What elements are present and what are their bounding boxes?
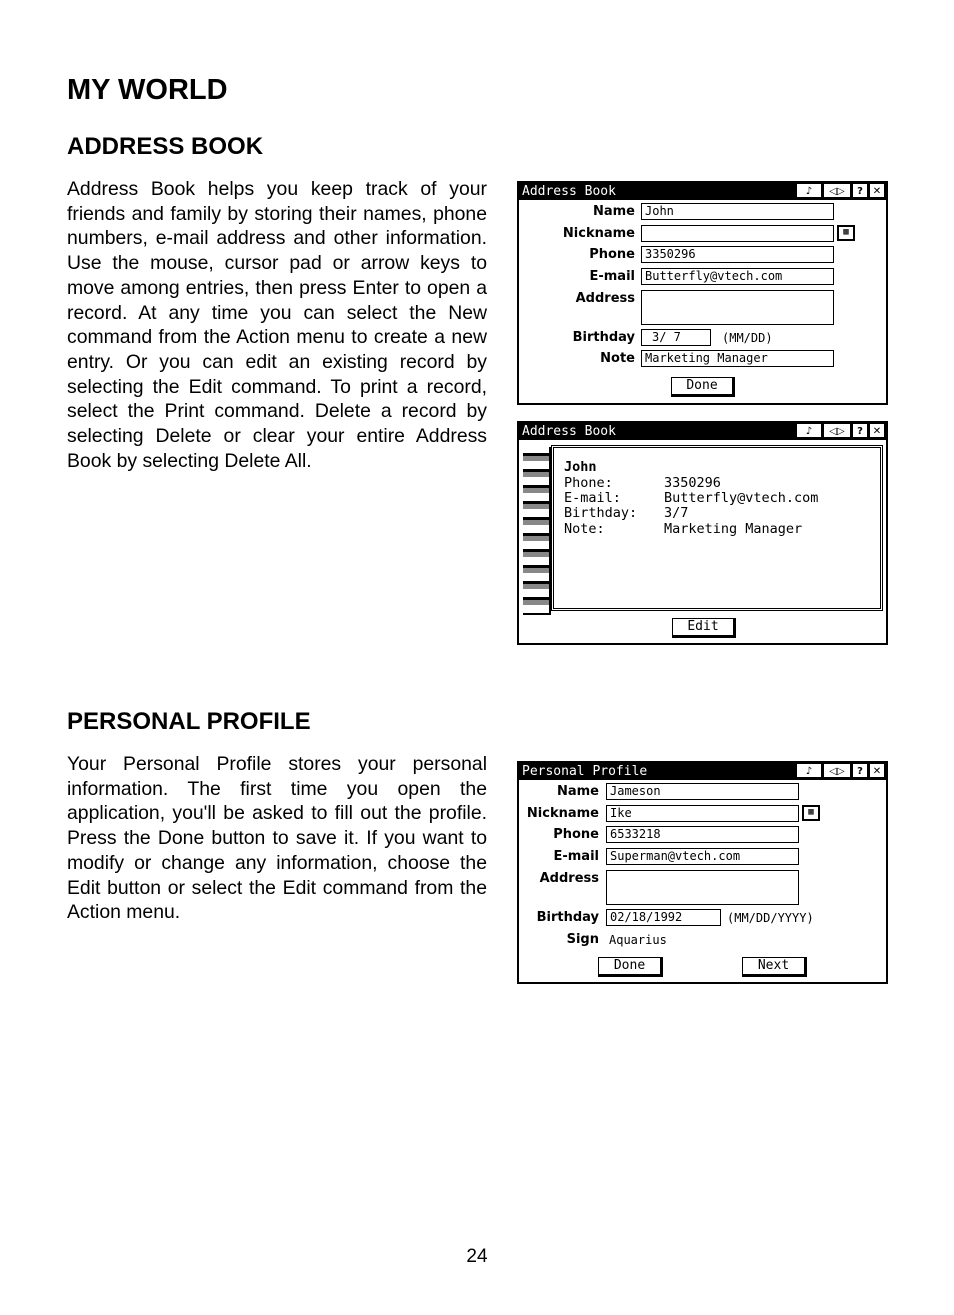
- sign-label: Sign: [566, 932, 599, 947]
- birthday-field[interactable]: 02/18/1992: [606, 909, 721, 926]
- phone-field[interactable]: 3350296: [641, 246, 834, 263]
- address-book-view-screen: [517, 421, 888, 645]
- email-field[interactable]: Superman@vtech.com: [606, 848, 799, 865]
- keyboard-icon[interactable]: ▦: [802, 805, 820, 821]
- page-number: 24: [466, 1246, 488, 1267]
- contact-name: John: [564, 459, 597, 475]
- birthday-label: Birthday: [572, 330, 635, 345]
- address-book-heading: ADDRESS BOOK: [67, 133, 264, 160]
- address-book-description: Address Book helps you keep track of your friends and family by storing their names, phone numbers, e-mail address and other information. Use the mouse, cursor pad or arrow keys to move among entries, then press Enter to open a record. At any time you can select the New command from the Action menu to create a new entry. Or you can edit an existing record by selecting the Edit command. To print a record, select the Print command. Delete a record by selecting Delete or clear your entire Address Book by selecting Delete All.: [67, 178, 487, 472]
- email-label: E-mail: [553, 849, 599, 864]
- name-field[interactable]: John: [641, 203, 834, 220]
- next-button[interactable]: Next: [742, 957, 807, 977]
- done-button[interactable]: Done: [598, 957, 663, 977]
- help-icon[interactable]: ?: [853, 424, 867, 437]
- nickname-field[interactable]: [641, 225, 834, 242]
- spiral-binding-icon: [523, 447, 551, 615]
- keyboard-icon[interactable]: ▦: [837, 225, 855, 241]
- close-icon[interactable]: ✕: [870, 764, 884, 777]
- music-note-icon[interactable]: ♪: [797, 184, 821, 197]
- titlebar: [519, 183, 886, 200]
- window-title: Address Book: [522, 424, 616, 439]
- phone-row-label: Phone:: [564, 475, 613, 491]
- note-field[interactable]: Marketing Manager: [641, 350, 834, 367]
- phone-label: Phone: [589, 247, 635, 262]
- window-title: Personal Profile: [522, 764, 648, 779]
- window-title: Address Book: [522, 184, 616, 199]
- email-label: E-mail: [589, 269, 635, 284]
- music-note-icon[interactable]: ♪: [797, 764, 821, 777]
- address-label: Address: [539, 871, 599, 886]
- nickname-label: Nickname: [562, 226, 635, 241]
- name-field[interactable]: Jameson: [606, 783, 799, 800]
- help-icon[interactable]: ?: [853, 184, 867, 197]
- page-title: MY WORLD: [67, 74, 228, 106]
- address-label: Address: [575, 291, 635, 306]
- birthday-format: (MM/DD): [722, 331, 773, 345]
- personal-profile-heading: PERSONAL PROFILE: [67, 708, 311, 735]
- nickname-label: Nickname: [526, 806, 599, 821]
- address-card: [551, 445, 883, 611]
- birthday-row-label: Birthday:: [564, 505, 638, 521]
- address-field[interactable]: [606, 870, 799, 905]
- sound-icon[interactable]: ◁▷: [824, 184, 850, 197]
- sound-icon[interactable]: ◁▷: [824, 764, 850, 777]
- close-icon[interactable]: ✕: [870, 184, 884, 197]
- email-row-value: Butterfly@vtech.com: [664, 490, 819, 506]
- name-label: Name: [592, 204, 635, 219]
- titlebar: [519, 423, 886, 440]
- phone-row-value: 3350296: [664, 475, 721, 491]
- nickname-field[interactable]: Ike: [606, 805, 799, 822]
- birthday-label: Birthday: [536, 910, 599, 925]
- personal-profile-description: Your Personal Profile stores your personal information. The first time you open the application, you'll be asked to fill out the profile. Press the Done button to save it. If you want to modify or change any information, choose the Edit button or select the Edit command from the Action menu.: [67, 753, 487, 924]
- birthday-row-value: 3/7: [664, 505, 689, 521]
- done-button[interactable]: Done: [671, 377, 735, 397]
- birthday-field[interactable]: 3/ 7: [641, 329, 711, 346]
- titlebar: [519, 763, 886, 780]
- address-book-edit-screen: [517, 181, 888, 405]
- phone-label: Phone: [553, 827, 599, 842]
- help-icon[interactable]: ?: [853, 764, 867, 777]
- note-row-label: Note:: [564, 521, 605, 537]
- birthday-format: (MM/DD/YYYY): [727, 911, 814, 925]
- sign-value: Aquarius: [609, 933, 667, 947]
- phone-field[interactable]: 6533218: [606, 826, 799, 843]
- sound-icon[interactable]: ◁▷: [824, 424, 850, 437]
- close-icon[interactable]: ✕: [870, 424, 884, 437]
- name-label: Name: [556, 784, 599, 799]
- music-note-icon[interactable]: ♪: [797, 424, 821, 437]
- note-row-value: Marketing Manager: [664, 521, 803, 537]
- email-row-label: E-mail:: [564, 490, 621, 506]
- personal-profile-screen: [517, 761, 888, 984]
- email-field[interactable]: Butterfly@vtech.com: [641, 268, 834, 285]
- note-label: Note: [600, 351, 635, 366]
- edit-button[interactable]: Edit: [672, 618, 736, 638]
- address-field[interactable]: [641, 290, 834, 325]
